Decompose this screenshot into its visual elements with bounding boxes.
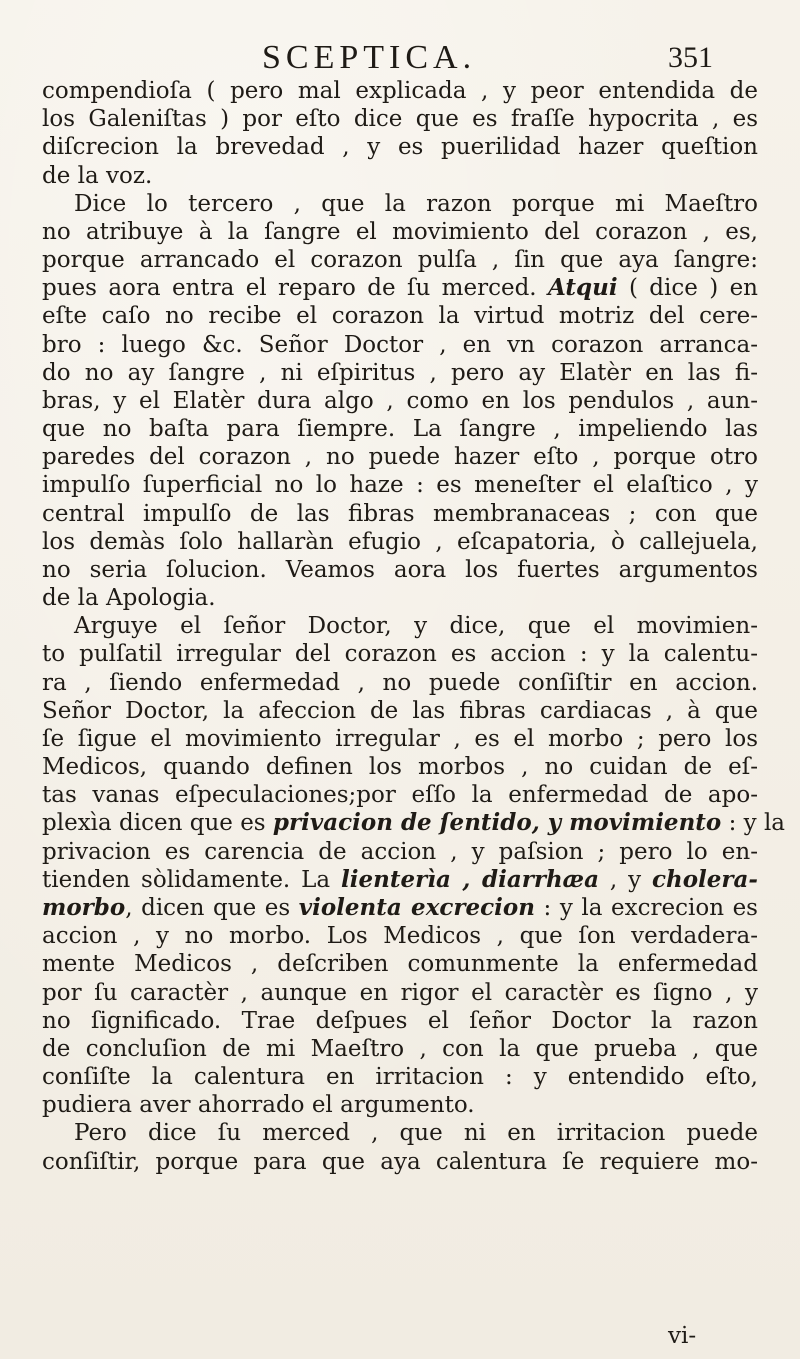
text-line: [42, 1119, 758, 1147]
text-line: [42, 697, 758, 725]
text-line: [42, 528, 758, 556]
text-segment: Medicos, quando definen los morbos , no cuidan de eſ-: [42, 754, 758, 781]
text-line: [42, 274, 758, 302]
text-segment: : y la: [721, 810, 786, 837]
text-segment: central impulſo de las fibras membranaceas ; con que: [42, 500, 758, 527]
text-line: [42, 133, 758, 161]
text-segment: pues aora entra el reparo de ſu merced.: [42, 275, 548, 302]
text-segment: mente Medicos , deſcriben comunmente la enfermedad: [42, 951, 758, 978]
text-line: [42, 162, 758, 190]
text-segment: de la voz.: [42, 162, 153, 189]
text-line: [42, 584, 758, 612]
text-segment: Dice lo tercero , que la razon porque mi Maeſtro: [74, 190, 758, 217]
text-segment: bras, y el Elatèr dura algo , como en los pendulos , aun-: [42, 387, 758, 414]
text-line: [42, 1148, 758, 1176]
text-line: [42, 612, 758, 640]
text-line: [42, 669, 758, 697]
text-segment: los Galeniſtas ) por eſto dice que es fraſſe hypocrita , es: [42, 106, 758, 133]
text-line: [42, 781, 758, 809]
text-line: [42, 500, 758, 528]
italic-phrase: cholera-: [651, 865, 758, 893]
text-segment: no seria ſolucion. Veamos aora los fuertes argumentos: [42, 556, 758, 583]
text-segment: de la Apologia.: [42, 585, 216, 612]
text-line: [42, 950, 758, 978]
page-number: 351: [668, 41, 713, 74]
text-line: [42, 1063, 758, 1091]
text-segment: Señor Doctor, la afeccion de las fibras cardiacas , à que: [42, 697, 758, 724]
text-line: [42, 331, 758, 359]
text-segment: por ſu caractèr , aunque en rigor el caractèr es ſigno , y: [42, 979, 758, 1006]
text-line: [42, 190, 758, 218]
text-segment: impulſo ſuperficial no lo haze : es meneſter el elaſtico , y: [42, 472, 758, 499]
text-segment: no atribuye à la ſangre el movimiento del corazon , es,: [42, 218, 758, 245]
text-segment: eſte caſo no recibe el corazon la virtud motriz del cere-: [42, 303, 758, 330]
text-line: [42, 77, 758, 105]
text-line: [42, 359, 758, 387]
text-segment: los demàs ſolo hallaràn efugio , eſcapatoria, ò callejuela,: [42, 528, 758, 555]
text-line: [42, 922, 758, 950]
text-line: [42, 866, 758, 894]
text-line: [42, 246, 758, 274]
text-segment: , dicen que es: [125, 894, 299, 921]
body-text: [42, 77, 786, 1176]
text-segment: : y la excrecion es: [534, 894, 758, 921]
text-line: [42, 1091, 758, 1119]
italic-phrase: privacion de ſentido, y movimiento: [272, 809, 722, 837]
text-segment: porque arrancado el corazon pulſa , ſin que aya ſangre:: [42, 247, 758, 274]
text-line: [42, 979, 758, 1007]
text-line: [42, 753, 758, 781]
text-segment: ra , ſiendo enfermedad , no puede conſiſtir en accion.: [42, 669, 758, 696]
text-segment: accion , y no morbo. Los Medicos , que ſon verdadera-: [42, 923, 758, 950]
text-line: [42, 218, 758, 246]
text-segment: to pulſatil irregular del corazon es accion : y la calentu-: [42, 641, 758, 668]
text-line: [42, 838, 758, 866]
text-segment: Pero dice ſu merced , que ni en irritacion puede: [74, 1120, 758, 1147]
text-segment: ( dice ) en: [617, 275, 758, 302]
text-segment: conſiſtir, porque para que aya calentura ſe requiere mo-: [42, 1148, 758, 1175]
text-line: [42, 443, 758, 471]
text-line: [42, 387, 758, 415]
text-segment: plexìa dicen que es: [42, 810, 273, 837]
text-segment: tas vanas eſpeculaciones;por eſſo la enfermedad de apo-: [42, 782, 758, 809]
text-segment: compendioſa ( pero mal explicada , y peor entendida de: [42, 78, 758, 104]
text-segment: no ſignificado. Trae deſpues el ſeñor Doctor la razon: [42, 1007, 758, 1034]
text-segment: tienden sòlidamente. La: [42, 866, 341, 893]
running-head: SCEPTICA.: [262, 39, 477, 76]
text-line: [42, 725, 758, 753]
text-line: [42, 556, 758, 584]
text-line: [42, 415, 758, 443]
text-segment: que no baſta para ſiempre. La ſangre , impeliendo las: [42, 416, 758, 443]
text-segment: ſe ſigue el movimiento irregular , es el morbo ; pero los: [42, 725, 758, 752]
text-segment: de concluſion de mi Maeſtro , con la que prueba , que: [42, 1035, 758, 1062]
text-line: [42, 809, 786, 837]
text-segment: pudiera aver ahorrado el argumento.: [42, 1092, 475, 1119]
text-segment: do no ay ſangre , ni eſpiritus , pero ay Elatèr en las fi-: [42, 359, 758, 386]
text-line: [42, 894, 758, 922]
text-line: [42, 1007, 758, 1035]
text-line: [42, 471, 758, 499]
italic-phrase: lienterìa , diarrhæa: [341, 865, 600, 893]
text-segment: Arguye el ſeñor Doctor, y dice, que el movimien-: [74, 613, 758, 640]
text-segment: bro : luego &c. Señor Doctor , en vn corazon arranca-: [42, 331, 758, 358]
text-segment: conſiſte la calentura en irritacion : y entendido eſto,: [42, 1064, 758, 1091]
text-line: [42, 640, 758, 668]
italic-phrase: Atqui: [547, 274, 618, 302]
italic-phrase: morbo: [42, 893, 126, 921]
text-line: [42, 105, 758, 133]
text-line: [42, 302, 758, 330]
catchword: vi-: [668, 1323, 697, 1349]
page-header: [0, 38, 800, 78]
text-segment: , y: [599, 866, 652, 893]
text-segment: privacion es carencia de accion , y paſsion ; pero lo en-: [42, 838, 758, 865]
text-segment: paredes del corazon , no puede hazer eſto , porque otro: [42, 444, 758, 471]
text-segment: diſcrecion la brevedad , y es puerilidad hazer queſtion: [42, 134, 758, 161]
italic-phrase: violenta excrecion: [298, 893, 535, 921]
text-line: [42, 1035, 758, 1063]
